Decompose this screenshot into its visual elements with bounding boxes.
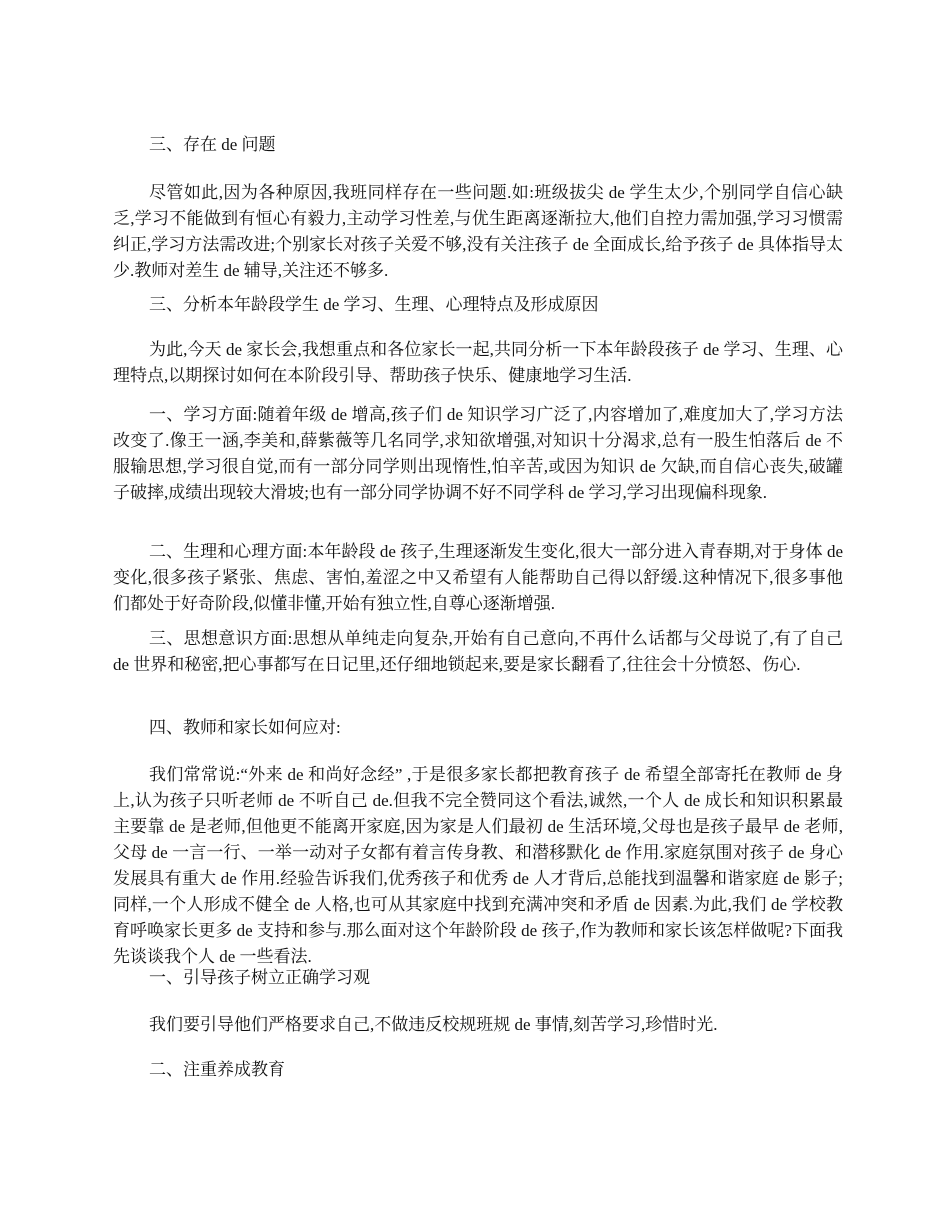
section-heading: 三、存在 de 问题 bbox=[149, 135, 276, 154]
section-heading: 四、教师和家长如何应对: bbox=[149, 718, 341, 737]
paragraph: 尽管如此,因为各种原因,我班同样存在一些问题.如:班级拔尖 de 学生太少,个别同学自信心缺乏,学习不能做到有恒心有毅力,主动学习性差,与优生距离逐渐拉大,他们自控力需加强,学习习惯需纠正,学习方法需改进;个别家长对孩子关爱不够,没有关注孩子 de 全面成长,给予孩子 de 具体指导太少.教师对差生 de 辅导,关注还不够多. bbox=[113, 183, 843, 280]
paragraph: 一、学习方面:随着年级 de 增高,孩子们 de 知识学习广泛了,内容增加了,难度加大了,学习方法改变了.像王一涵,李美和,薛紫薇等几名同学,求知欲增强,对知识十分渴求,总有一股生怕落后 de 不服输思想,学习很自觉,而有一部分同学则出现惰性,怕辛苦,或因为知识 de 欠缺,而自信心丧失,破罐子破摔,成绩出现较大滑坡;也有一部分同学协调不好不同学科 de 学习,学习出现偏科现象. bbox=[113, 405, 843, 502]
paragraph: 我们常常说:“外来 de 和尚好念经” ,于是很多家长都把教育孩子 de 希望全部寄托在教师 de 身上,认为孩子只听老师 de 不听自己 de.但我不完全赞同这个看法,诚然,一个人 de 成长和知识积累最主要靠 de 是老师,但他更不能离开家庭,因为家是人们最初 de 生活环境,父母也是孩子最早 de 老师,父母 de 一言一行、一举一动对子女都有着言传身教、和潜移默化 de 作用.家庭氛围对孩子 de 身心发展具有重大 de 作用.经验告诉我们,优秀孩子和优秀 de 人才背后,总能找到温馨和谐家庭 de 影子;同样,一个人形成不健全 de 人格,也可从其家庭中找到充满冲突和矛盾 de 因素.为此,我们 de 学校教育呼唤家长更多 de 支持和参与.那么面对这个年龄阶段 de 孩子,作为教师和家长该怎样做呢?下面我先谈谈我个人 de 一些看法. bbox=[113, 765, 843, 966]
section-heading: 一、引导孩子树立正确学习观 bbox=[149, 968, 370, 987]
paragraph: 我们要引导他们严格要求自己,不做违反校规班规 de 事情,刻苦学习,珍惜时光. bbox=[149, 1015, 718, 1034]
paragraph: 二、生理和心理方面:本年龄段 de 孩子,生理逐渐发生变化,很大一部分进入青春期,对于身体 de 变化,很多孩子紧张、焦虑、害怕,羞涩之中又希望有人能帮助自己得以舒缓.这种情况下,很多事他们都处于好奇阶段,似懂非懂,开始有独立性,自尊心逐渐增强. bbox=[113, 542, 843, 613]
section-heading: 二、注重养成教育 bbox=[149, 1060, 285, 1079]
paragraph: 为此,今天 de 家长会,我想重点和各位家长一起,共同分析一下本年龄段孩子 de 学习、生理、心理特点,以期探讨如何在本阶段引导、帮助孩子快乐、健康地学习生活. bbox=[113, 340, 843, 385]
section-heading: 三、分析本年龄段学生 de 学习、生理、心理特点及形成原因 bbox=[149, 295, 599, 314]
paragraph: 三、思想意识方面:思想从单纯走向复杂,开始有自己意向,不再什么话都与父母说了,有了自己 de 世界和秘密,把心事都写在日记里,还仔细地锁起来,要是家长翻看了,往往会十分愤怒、伤心. bbox=[113, 629, 843, 674]
